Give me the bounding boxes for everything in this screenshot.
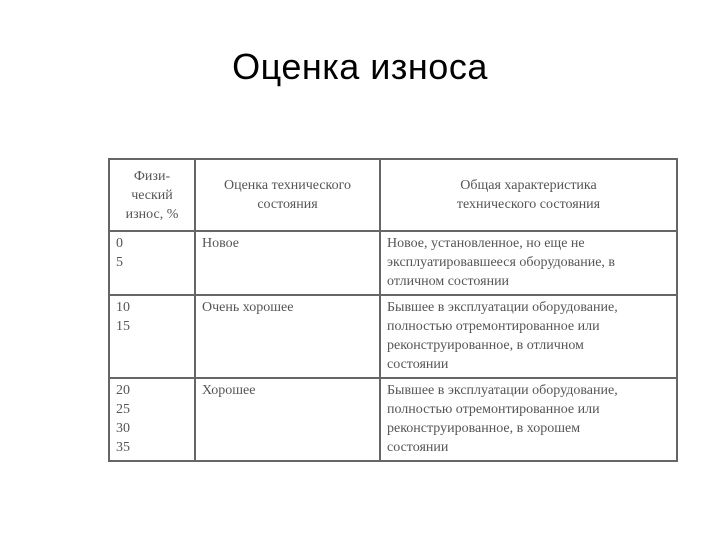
header-physical-wear: Физи- ческий износ, % <box>109 159 195 231</box>
cell-wear-percent: 10 15 <box>109 295 195 378</box>
cell-grade: Очень хорошее <box>195 295 380 378</box>
cell-description: Новое, установленное, но еще не эксплуатировавшееся оборудование, в отличном состоянии <box>380 231 677 295</box>
table-header-row <box>109 159 677 231</box>
wear-assessment-table <box>108 158 678 462</box>
table-row <box>109 295 677 378</box>
header-technical-grade: Оценка технического состояния <box>195 159 380 231</box>
table-row <box>109 231 677 295</box>
cell-grade: Хорошее <box>195 378 380 461</box>
cell-wear-percent: 0 5 <box>109 231 195 295</box>
cell-description: Бывшее в эксплуатации оборудование, полностью отремонтированное или реконструированное, в хорошем состоянии <box>380 378 677 461</box>
cell-description: Бывшее в эксплуатации оборудование, полностью отремонтированное или реконструированное, в отличном состоянии <box>380 295 677 378</box>
table-row <box>109 378 677 461</box>
cell-grade: Новое <box>195 231 380 295</box>
cell-wear-percent: 20 25 30 35 <box>109 378 195 461</box>
header-general-description: Общая характеристика технического состояния <box>380 159 677 231</box>
slide-title: Оценка износа <box>232 46 488 87</box>
